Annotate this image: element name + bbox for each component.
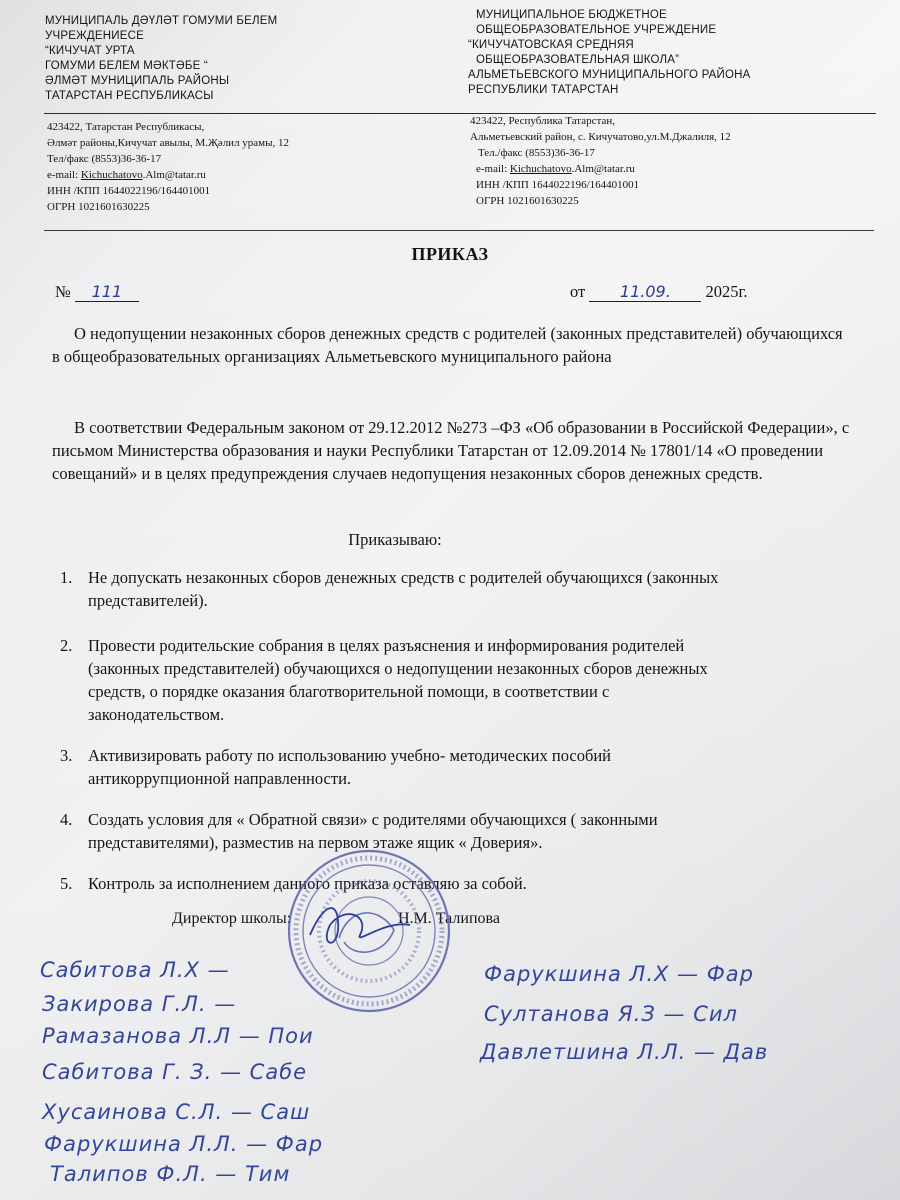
director-signature-line [172, 910, 500, 928]
item-line: представителей). [88, 591, 208, 610]
header-line: УЧРЕЖДЕНИЕСЕ [45, 30, 145, 42]
item-line: представителями), разместив на первом этаже ящик « Доверия». [88, 833, 543, 852]
header-line: ОБЩЕОБРАЗОВАТЕЛЬНОЕ УЧРЕЖДЕНИЕ [476, 24, 717, 36]
contacts-tatar [47, 119, 377, 215]
date-label: от [570, 282, 586, 301]
header-line: МУНИЦИПАЛЬ ДӘҮЛӘТ ГОМУМИ БЕЛЕМ [45, 15, 278, 27]
ogrn-line: ОГРН 1021601630225 [47, 201, 150, 213]
item-number: 5. [60, 874, 73, 893]
address-line: Альметьевский район, с. Кичучатово,ул.М.Джалиля, 12 [470, 131, 731, 143]
handwritten-signature: Султанова Я.З — Сил [484, 1002, 738, 1026]
address-line: 423422, Татарстан Республикасы, [47, 121, 205, 133]
header-line: “КИЧУЧАТОВСКАЯ СРЕДНЯЯ [468, 39, 634, 51]
email-suffix: .Alm@tatar.ru [142, 169, 206, 181]
number-value: 111 [75, 283, 139, 302]
address-line: Әлмәт районы,Кичучат авылы, М.Җәлил урамы, 12 [47, 137, 290, 149]
header-line: “КИЧУЧАТ УРТА [45, 45, 135, 57]
email-prefix: e-mail: [47, 169, 81, 181]
handwritten-signature: Закирова Г.Л. — [42, 992, 237, 1016]
header-line: ӘЛМӘТ МУНИЦИПАЛЬ РАЙОНЫ [45, 75, 230, 87]
director-handwritten-signature [300, 895, 420, 955]
header-line: АЛЬМЕТЬЕВСКОГО МУНИЦИПАЛЬНОГО РАЙОНА [468, 69, 751, 81]
contacts-russian [470, 113, 830, 209]
handwritten-signature: Давлетшина Л.Л. — Дав [480, 1040, 769, 1064]
phone-line: Тел./факс (8553)36-36-17 [478, 147, 595, 159]
item-line: Создать условия для « Обратной связи» с родителями обучающихся ( законными [88, 810, 658, 829]
header-line: ОБЩЕОБРАЗОВАТЕЛЬНАЯ ШКОЛА” [476, 54, 680, 66]
email-suffix: .Alm@tatar.ru [571, 163, 635, 175]
order-number [55, 282, 139, 302]
date-value: 11.09. [589, 283, 701, 302]
item-line: Не допускать незаконных сборов денежных средств с родителей обучающихся (законных [88, 568, 719, 587]
email-link[interactable]: Kichuchatovo [509, 163, 572, 175]
item-line: Контроль за исполнением данного приказа оставляю за собой. [88, 874, 527, 893]
address-line: 423422, Республика Татарстан, [470, 115, 615, 127]
order-basis [52, 416, 852, 485]
header-russian [468, 8, 808, 98]
director-name: Н.М. Талипова [398, 910, 500, 927]
order-subject [52, 322, 852, 368]
header-tatar [45, 14, 365, 104]
handwritten-signature: Сабитова Л.Х — [40, 958, 230, 982]
header-line: ГОМУМИ БЕЛЕМ МӘКТӘБЕ “ [45, 60, 208, 72]
item-line: (законных представителей) обучающихся о недопущении незаконных сборов денежных [88, 659, 708, 678]
page-title: ПРИКАЗ [411, 244, 489, 264]
item-line: законодательством. [88, 705, 225, 724]
phone-line: Тел/факс (8553)36-36-17 [47, 153, 162, 165]
year-suffix: 2025г. [705, 282, 748, 301]
handwritten-signature: Фарукшина Л.Х — Фар [484, 962, 755, 986]
email-prefix: e-mail: [476, 163, 510, 175]
item-line: средств, о порядке оказания благотворительной помощи, в соответствии с [88, 682, 610, 701]
item-line: Провести родительские собрания в целях разъяснения и информирования родителей [88, 636, 685, 655]
ogrn-line: ОГРН 1021601630225 [476, 195, 579, 207]
header-line: МУНИЦИПАЛЬНОЕ БЮДЖЕТНОЕ [476, 9, 667, 21]
number-label: № [55, 282, 71, 301]
item-line: Активизировать работу по использованию учебно- методических пособий [88, 746, 612, 765]
handwritten-signature: Сабитова Г. З. — Сабе [42, 1060, 308, 1084]
header-line: РЕСПУБЛИКИ ТАТАРСТАН [468, 84, 619, 96]
subject-text: О недопущении незаконных сборов денежных средств с родителей (законных представителей) обучающихся в общеобразовательных организациях Альметьевского муниципального района [52, 324, 843, 366]
handwritten-signature: Талипов Ф.Л. — Тим [50, 1162, 291, 1186]
email-link[interactable]: Kichuchatovo [80, 169, 143, 181]
item-number: 3. [60, 746, 73, 765]
item-number: 1. [60, 568, 73, 587]
director-label: Директор школы: [172, 910, 292, 927]
item-line: антикоррупционной направленности. [88, 769, 352, 788]
handwritten-signature: Хусаинова С.Л. — Саш [42, 1100, 311, 1124]
order-date [570, 282, 748, 302]
email-line [470, 161, 830, 177]
handwritten-signature: Рамазанова Л.Л — Пои [42, 1024, 314, 1048]
email-line [47, 167, 377, 183]
inn-line: ИНН /КПП 1644022196/164401001 [476, 179, 640, 191]
item-number: 2. [60, 636, 73, 655]
item-number: 4. [60, 810, 73, 829]
header-line: ТАТАРСТАН РЕСПУБЛИКАСЫ [45, 90, 214, 102]
inn-line: ИНН /КПП 1644022196/164401001 [47, 185, 211, 197]
basis-text: В соответствии Федеральным законом от 29.12.2012 №273 –ФЗ «Об образовании в Российской Федерации», с письмом Министерства образования и науки Республики Татарстан от 12.09.2014 № 17801/14 «О проведении совещаний» и в целях предупреждения случаев недопущения незаконных сборов денежных средств. [52, 418, 850, 483]
handwritten-signature: Фарукшина Л.Л. — Фар [44, 1132, 324, 1156]
decree-heading: Приказываю: [348, 530, 442, 549]
contacts-divider [44, 230, 874, 231]
